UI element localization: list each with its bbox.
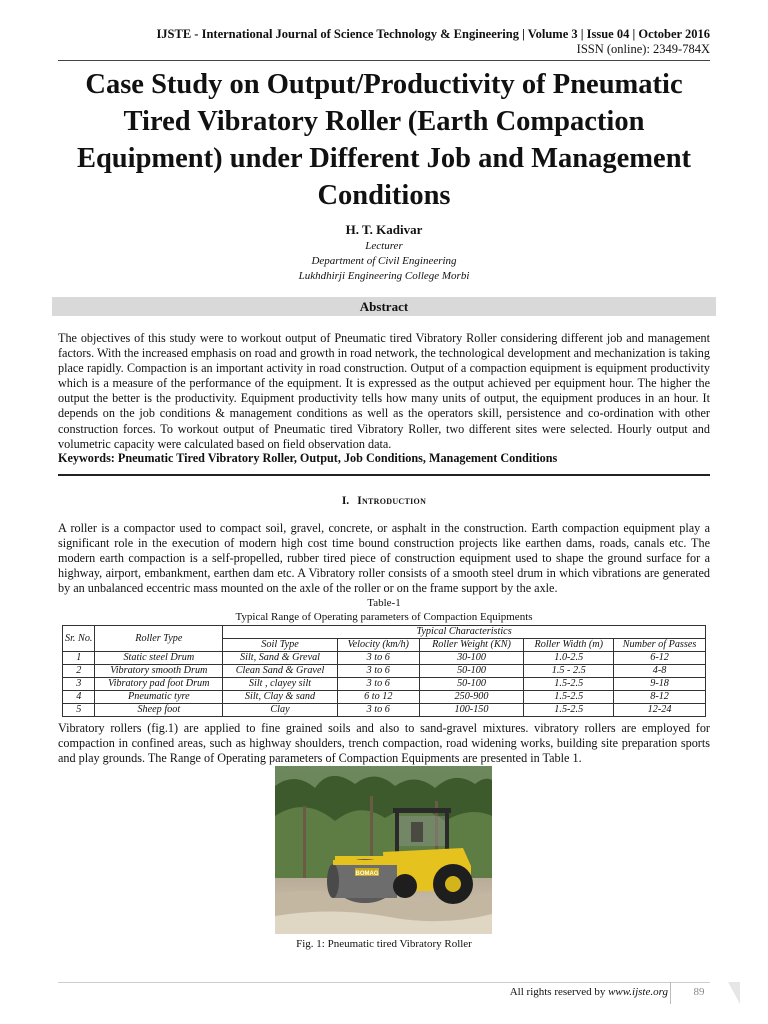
table-row <box>63 665 706 678</box>
table-body <box>63 652 706 717</box>
section-heading <box>0 495 768 507</box>
page-corner <box>728 982 740 1004</box>
journal-line: IJSTE - International Journal of Science Technology & Engineering | Volume 3 | Issue 04 | October 2016 <box>156 27 710 41</box>
bomag-logo: BOMAG <box>355 871 379 877</box>
table-cell: 1.5-2.5 <box>524 704 614 717</box>
header-col: Velocity (km/h) <box>337 639 419 652</box>
table-cell: 1.5-2.5 <box>524 691 614 704</box>
table-cell: 9-18 <box>614 678 706 691</box>
roller-photo <box>275 766 492 934</box>
table-cell: 3 to 6 <box>337 652 419 665</box>
footer-rights <box>510 986 668 998</box>
table-cell: 12-24 <box>614 704 706 717</box>
table-cell: 50-100 <box>419 678 524 691</box>
header-col: Soil Type <box>223 639 338 652</box>
issn-line: ISSN (online): 2349-784X <box>576 42 710 56</box>
header-roller-type: Roller Type <box>95 626 223 652</box>
author-role: Lecturer <box>365 240 403 252</box>
keywords: Keywords: Pneumatic Tired Vibratory Roller, Output, Job Conditions, Management Conditions <box>58 451 558 465</box>
table-row <box>63 691 706 704</box>
table-cell: 100-150 <box>419 704 524 717</box>
table-cell: 3 to 6 <box>337 678 419 691</box>
table-cell: 1.5 - 2.5 <box>524 665 614 678</box>
abstract-rule <box>58 474 710 476</box>
table-cell: Silt, Clay & sand <box>223 691 338 704</box>
running-header <box>156 27 710 57</box>
table-label: Table-1 <box>367 597 401 609</box>
table-cell: 4-8 <box>614 665 706 678</box>
table-cell: 3 to 6 <box>337 704 419 717</box>
table-cell: Silt , clayey silt <box>223 678 338 691</box>
table-header-row <box>63 626 706 639</box>
table-cell: Silt, Sand & Greval <box>223 652 338 665</box>
table-cell: 1.5-2.5 <box>524 678 614 691</box>
section-number: I. <box>341 495 350 507</box>
table-cell: 3 <box>63 678 95 691</box>
author-department: Department of Civil Engineering <box>311 255 457 267</box>
compaction-table <box>62 625 706 717</box>
header-col: Number of Passes <box>614 639 706 652</box>
table-cell: 3 to 6 <box>337 665 419 678</box>
footer-rule <box>58 982 710 983</box>
header-col: Roller Weight (KN) <box>419 639 524 652</box>
table-cell: Vibratory smooth Drum <box>95 665 223 678</box>
table-cell: 250-900 <box>419 691 524 704</box>
table-cell: 30-100 <box>419 652 524 665</box>
after-table-paragraph: Vibratory rollers (fig.1) are applied to fine grained soils and also to sand-gravel mixtures. vibratory rollers are employed for compaction in confined areas, such as highway shoulders, trench compaction, road widening works, building site preparation sports and play grounds. The Range of Operating parameters of Compaction Equipments are presented in Table 1. <box>58 721 710 766</box>
table-cell: 50-100 <box>419 665 524 678</box>
page-number: 89 <box>693 986 705 998</box>
table-cell: Clean Sand & Gravel <box>223 665 338 678</box>
table-row <box>63 678 706 691</box>
figure-caption: Fig. 1: Pneumatic tired Vibratory Roller <box>296 938 472 950</box>
table-cell: 4 <box>63 691 95 704</box>
paper-title: Case Study on Output/Productivity of Pneumatic Tired Vibratory Roller (Earth Compaction Equipment) under Different Job and Management Conditions <box>76 69 692 211</box>
author-name: H. T. Kadivar <box>345 222 423 237</box>
table-cell: 6 to 12 <box>337 691 419 704</box>
table-cell: 8-12 <box>614 691 706 704</box>
intro-paragraph: A roller is a compactor used to compact soil, gravel, concrete, or asphalt in the construction. Earth compaction equipment play a significant role in the execution of modern high cost time bound construction projects like earthen dams, roads, canals etc. The modern earth compaction is a self-propelled, rubber tired piece of construction equipment used to shape the ground surface for a highway, airport, embankment, earthen dam etc. A Vibratory roller consists of a smooth steel drum in which vibrations are generated by an unbalanced eccentric mass mounted on the axle of the roller or on the frame support by the axle. <box>58 521 710 596</box>
header-rule <box>58 60 710 61</box>
abstract-heading: Abstract <box>52 297 716 316</box>
table-cell: 2 <box>63 665 95 678</box>
section-title: Introduction <box>357 495 427 507</box>
table-cell: 1 <box>63 652 95 665</box>
header-sr-no: Sr. No. <box>63 626 95 652</box>
table-cell: 6-12 <box>614 652 706 665</box>
table-row <box>63 704 706 717</box>
table-cell: Clay <box>223 704 338 717</box>
table-cell: 5 <box>63 704 95 717</box>
table-cell: Vibratory pad foot Drum <box>95 678 223 691</box>
table-row <box>63 652 706 665</box>
abstract-text: The objectives of this study were to workout output of Pneumatic tired Vibratory Roller considering different job and management factors. With the increased emphasis on road and growth in road network, the technological development and mechanization is taking place rapidly. Compaction is an important activity in road construction. Output of a compaction equipment is equipment productivity which is a measure of the performance of the equipment. It is expressed as the output achieved per equipment hour. The higher the output the better is the productivity. Equipment productivity tells how many units of output, the equipment produces in an hour. It depends on the job conditions & management conditions as well as the operators skill, persistence and co-ordination with other construction forces. To workout output of Pneumatic tired Vibratory Roller, two different sites were selected. Hourly output and volumetric capacity were calculated based on field observation data. <box>58 331 710 451</box>
table-cell: 1.0-2.5 <box>524 652 614 665</box>
table-cell: Static steel Drum <box>95 652 223 665</box>
header-typical-characteristics: Typical Characteristics <box>223 626 706 639</box>
table-caption: Typical Range of Operating parameters of Compaction Equipments <box>235 611 533 623</box>
table-cell: Sheep foot <box>95 704 223 717</box>
table-cell: Pneumatic tyre <box>95 691 223 704</box>
author-affiliation <box>0 239 768 284</box>
rights-text: All rights reserved by <box>509 986 606 998</box>
author-institution: Lukhdhirji Engineering College Morbi <box>298 270 470 282</box>
header-col: Roller Width (m) <box>524 639 614 652</box>
site-link[interactable]: www.ijste.org <box>608 986 668 998</box>
